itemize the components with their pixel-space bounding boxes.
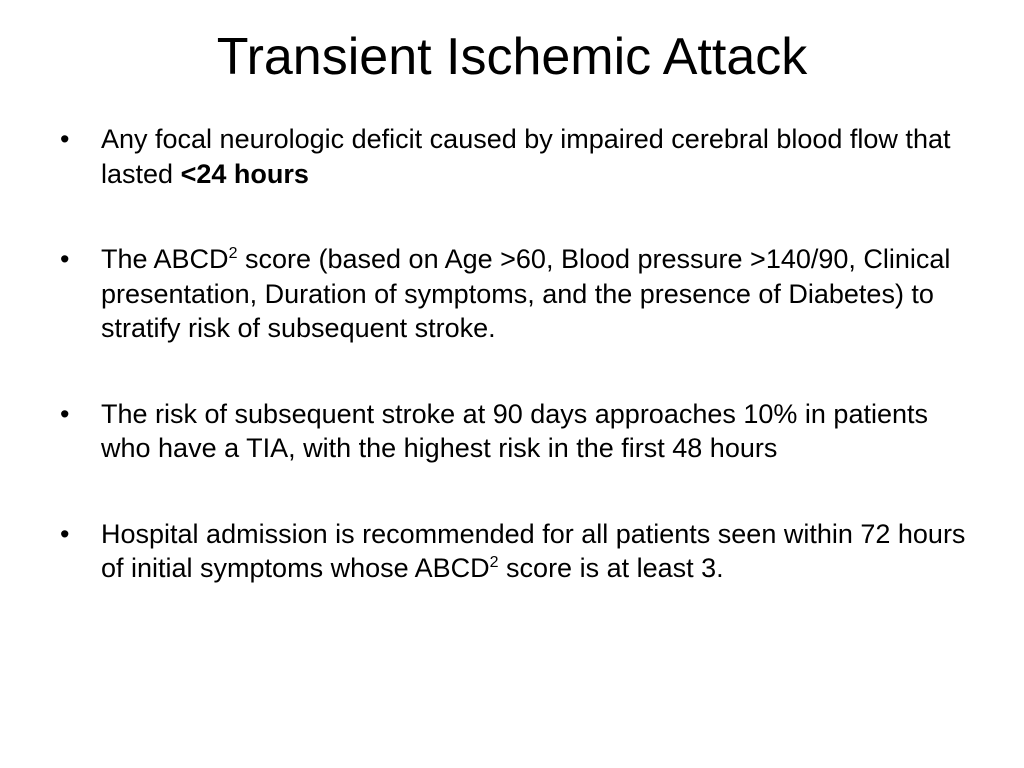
bullet-icon: • <box>60 398 70 429</box>
bullet-text: The ABCD <box>101 244 229 274</box>
bullet-item-definition <box>56 122 976 191</box>
bullet-icon: • <box>60 244 70 274</box>
bullet-item-hospital-admission <box>56 517 976 586</box>
slide-title: Transient Ischemic Attack <box>216 28 808 86</box>
bullet-text: The risk of subsequent stroke at 90 days approaches 10% in patients who have a TIA, with the highest risk in the first 48 hours <box>101 398 928 463</box>
bullet-item-stroke-risk <box>56 397 976 466</box>
bullet-text-continued: score (based on Age >60, Blood pressure >140/90, Clinical presentation, Duration of symptoms, and the presence of Diabetes) to stratify risk of subsequent stroke. <box>101 244 951 343</box>
bullet-bold-text: <24 hours <box>180 158 309 189</box>
bullet-text: Any focal neurologic deficit caused by impaired cerebral blood flow that lasted <box>101 124 951 189</box>
bullet-text-continued: score is at least 3. <box>498 553 724 583</box>
bullet-item-abcd2-score <box>56 242 976 346</box>
superscript: 2 <box>228 245 238 262</box>
bullet-icon: • <box>60 124 70 154</box>
bullet-text: Hospital admission is recommended for all patients seen within 72 hours of initial symptoms whose ABCD <box>101 518 966 583</box>
superscript: 2 <box>489 554 499 571</box>
bullet-icon: • <box>60 518 70 549</box>
bullet-list <box>56 122 976 637</box>
